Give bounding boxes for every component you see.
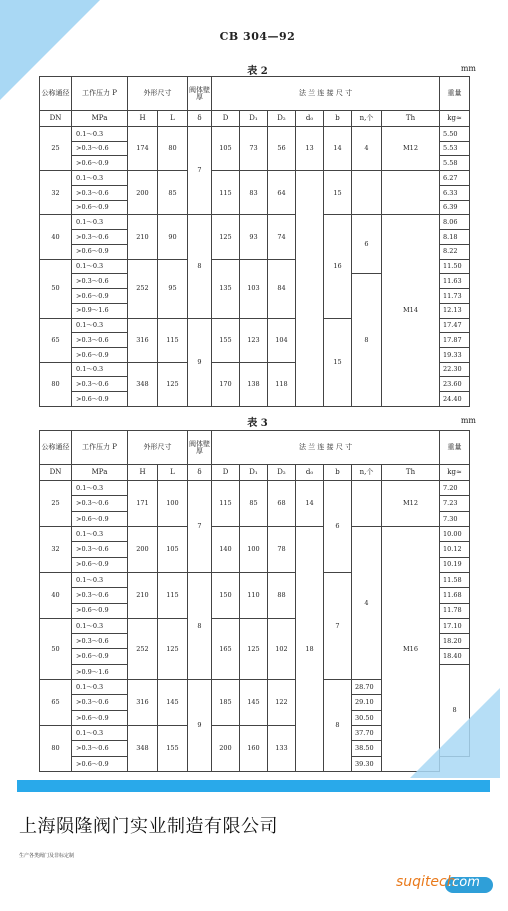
decorative-corner-triangle-bottom — [410, 688, 500, 778]
table-cell: 73 — [240, 127, 268, 171]
table-cell: 18.20 — [440, 634, 470, 649]
table-cell: 348 — [128, 362, 158, 406]
table-cell: 法 兰 连 接 尺 寸 — [212, 431, 440, 465]
table-cell: 155 — [212, 318, 240, 362]
table-row — [40, 215, 470, 230]
table-cell: >0.6～0.9 — [72, 603, 128, 618]
table-cell: 8.22 — [440, 244, 470, 259]
table-cell: 123 — [240, 318, 268, 362]
table-cell: 11.63 — [440, 274, 470, 289]
table-row — [40, 127, 470, 142]
table-cell: 29.10 — [352, 695, 382, 710]
table-cell: 25 — [40, 481, 72, 527]
table-cell: >0.3～0.6 — [72, 274, 128, 289]
table-cell: 阀体壁厚 — [188, 77, 212, 111]
table-cell: 171 — [128, 481, 158, 527]
table-cell: 100 — [240, 526, 268, 572]
table-cell: 9 — [188, 680, 212, 772]
table-row — [40, 481, 470, 496]
table-cell: 4 — [352, 127, 382, 171]
table-cell: 32 — [40, 171, 72, 215]
table-cell: 18.40 — [440, 649, 470, 664]
table-cell: 37.70 — [352, 726, 382, 741]
table-cell: 8.18 — [440, 230, 470, 245]
table-cell: 工作压力 P — [72, 77, 128, 111]
table-cell: >0.6～0.9 — [72, 511, 128, 526]
table2 — [39, 76, 470, 407]
table-cell: 145 — [240, 680, 268, 726]
table-cell: 11.50 — [440, 259, 470, 274]
table-cell: 6.33 — [440, 185, 470, 200]
table-cell: 160 — [240, 726, 268, 772]
table-cell: 11.78 — [440, 603, 470, 618]
table-cell: 100 — [158, 481, 188, 527]
table-cell: 110 — [240, 572, 268, 618]
table3 — [39, 430, 470, 772]
table-cell: 8.06 — [440, 215, 470, 230]
table-cell: 阀体壁厚 — [188, 431, 212, 465]
table-cell: 9 — [188, 318, 212, 406]
table-cell: 65 — [40, 318, 72, 362]
table-cell: 0.1～0.3 — [72, 680, 128, 695]
table-cell: 11.73 — [440, 289, 470, 304]
standard-number: CB 304—92 — [219, 30, 296, 43]
table-cell: >0.3～0.6 — [72, 333, 128, 348]
table-cell: 7 — [188, 481, 212, 573]
table-cell: 12.13 — [440, 303, 470, 318]
table-cell: >0.3～0.6 — [72, 496, 128, 511]
table-cell: 185 — [212, 680, 240, 726]
accent-bar — [17, 780, 490, 792]
table-cell: H — [128, 111, 158, 127]
table-cell: >0.9～1.6 — [72, 664, 128, 679]
table-cell: 0.1～0.3 — [72, 362, 128, 377]
table-cell: 103 — [240, 259, 268, 318]
table-cell: D₁ — [240, 111, 268, 127]
table-cell: 11.68 — [440, 588, 470, 603]
table-cell — [382, 171, 440, 215]
table-cell: >0.3～0.6 — [72, 588, 128, 603]
table-cell: 150 — [212, 572, 240, 618]
table-cell: 115 — [158, 572, 188, 618]
table-cell: >0.6～0.9 — [72, 289, 128, 304]
table-cell: >0.3～0.6 — [72, 741, 128, 756]
table-cell: 80 — [40, 726, 72, 772]
table3-label: 表 3 — [247, 418, 268, 429]
table-cell: M14 — [382, 215, 440, 407]
table-cell: M16 — [382, 526, 440, 771]
table-cell: 0.1～0.3 — [72, 481, 128, 496]
table-cell: 公称通径 — [40, 431, 72, 465]
table-cell: 7.30 — [440, 511, 470, 526]
table-cell: >0.6～0.9 — [72, 244, 128, 259]
table-cell: 5.50 — [440, 127, 470, 142]
table-cell: M12 — [382, 481, 440, 527]
company-name: 上海陨隆阀门实业制造有限公司 — [19, 816, 278, 837]
table-row — [40, 526, 470, 541]
table-cell: 0.1～0.3 — [72, 572, 128, 587]
table-cell: n,个 — [352, 111, 382, 127]
table-cell: >0.9～1.6 — [72, 303, 128, 318]
table-cell: 7 — [324, 572, 352, 679]
table-cell: 重量 — [440, 431, 470, 465]
table-cell: >0.6～0.9 — [72, 200, 128, 215]
table-cell: 200 — [128, 526, 158, 572]
table-cell: >0.3～0.6 — [72, 230, 128, 245]
table-cell: 78 — [268, 526, 296, 572]
table-cell: 38.50 — [352, 741, 382, 756]
table-cell: 125 — [212, 215, 240, 259]
table-cell: 重量 — [440, 77, 470, 111]
table-cell: >0.6～0.9 — [72, 348, 128, 363]
table-cell: >0.3～0.6 — [72, 634, 128, 649]
table3-header-row-2 — [40, 465, 470, 481]
table-cell: >0.6～0.9 — [72, 156, 128, 171]
table-cell: 135 — [212, 259, 240, 318]
table-cell: 外形尺寸 — [128, 431, 188, 465]
table-cell: MPa — [72, 111, 128, 127]
scanned-spec-sheet — [29, 18, 486, 780]
table-cell: 18 — [296, 526, 324, 771]
table-cell: 316 — [128, 680, 158, 726]
table-cell: M12 — [382, 127, 440, 171]
table-cell: MPa — [72, 465, 128, 481]
table-cell: 4 — [352, 526, 382, 679]
table-cell: 0.1～0.3 — [72, 171, 128, 186]
table-cell: 0.1～0.3 — [72, 618, 128, 633]
table-cell: 95 — [158, 259, 188, 318]
table-cell: >0.6～0.9 — [72, 557, 128, 572]
table-cell: 252 — [128, 259, 158, 318]
table-cell: 90 — [158, 215, 188, 259]
table-cell: 0.1～0.3 — [72, 259, 128, 274]
table-cell: D₁ — [240, 465, 268, 481]
table-cell: >0.6～0.9 — [72, 756, 128, 771]
table-cell: 40 — [40, 572, 72, 618]
table-cell: 125 — [240, 618, 268, 679]
table-cell: Th — [382, 111, 440, 127]
table-cell: 19.33 — [440, 348, 470, 363]
table-cell: 8 — [440, 664, 470, 756]
table-cell: 200 — [212, 726, 240, 772]
table-cell: 0.1～0.3 — [72, 215, 128, 230]
table-cell: 17.10 — [440, 618, 470, 633]
table-cell: 6 — [324, 481, 352, 573]
table-cell: 22.30 — [440, 362, 470, 377]
table-cell: 170 — [212, 362, 240, 406]
table2-label: 表 2 — [247, 66, 268, 77]
table-cell: 14 — [324, 127, 352, 171]
table-cell: 7 — [188, 127, 212, 215]
table-cell: 5.58 — [440, 156, 470, 171]
table-cell — [352, 481, 382, 527]
table-cell: 8 — [188, 215, 212, 318]
table-cell: 348 — [128, 726, 158, 772]
table-cell: 6.27 — [440, 171, 470, 186]
decorative-corner-triangle — [0, 0, 100, 100]
table-cell: 7.23 — [440, 496, 470, 511]
table-cell: 0.1～0.3 — [72, 526, 128, 541]
table-cell: 56 — [268, 127, 296, 171]
table-cell: DN — [40, 111, 72, 127]
table-cell: 14 — [296, 481, 324, 527]
table-cell: 125 — [158, 618, 188, 679]
logo-main-text: suqitech — [396, 874, 456, 890]
table-cell: 24.40 — [440, 392, 470, 407]
table-cell: 115 — [158, 318, 188, 362]
table-cell: >0.3～0.6 — [72, 377, 128, 392]
table-cell: 155 — [158, 726, 188, 772]
table-cell: 115 — [212, 171, 240, 215]
table-cell: 工作压力 P — [72, 431, 128, 465]
site-logo[interactable] — [396, 874, 496, 894]
table-cell: 174 — [128, 127, 158, 171]
table2-header-row-2 — [40, 111, 470, 127]
table-cell: >0.3～0.6 — [72, 141, 128, 156]
table-cell: 64 — [268, 171, 296, 215]
table-cell: 30.50 — [352, 710, 382, 725]
table-cell: 85 — [240, 481, 268, 527]
table-cell: 210 — [128, 215, 158, 259]
table-cell: DN — [40, 465, 72, 481]
table-cell: n,个 — [352, 465, 382, 481]
table-cell: 74 — [268, 215, 296, 259]
table-cell: 104 — [268, 318, 296, 362]
table-cell: 252 — [128, 618, 158, 679]
table-cell: 28.70 — [352, 680, 382, 695]
table-cell: 10.00 — [440, 526, 470, 541]
table-cell: D — [212, 465, 240, 481]
table-cell: 316 — [128, 318, 158, 362]
table-cell: 122 — [268, 680, 296, 726]
table-cell: 8 — [352, 274, 382, 407]
table-cell: 105 — [212, 127, 240, 171]
table-cell: d₀ — [296, 111, 324, 127]
table-cell: 145 — [158, 680, 188, 726]
table-cell: 50 — [40, 259, 72, 318]
table-cell: 40 — [40, 215, 72, 259]
table-cell: >0.3～0.6 — [72, 695, 128, 710]
table-cell: 80 — [158, 127, 188, 171]
table-cell: 68 — [268, 481, 296, 527]
table3-unit: mm — [460, 416, 476, 425]
table-cell: 83 — [240, 171, 268, 215]
table-cell: 0.1～0.3 — [72, 127, 128, 142]
table-cell: 133 — [268, 726, 296, 772]
table-cell: d₀ — [296, 465, 324, 481]
table-cell: 25 — [40, 127, 72, 171]
table-cell: D — [212, 111, 240, 127]
table3-header-row-1 — [40, 431, 470, 465]
table-cell: >0.6～0.9 — [72, 649, 128, 664]
table-cell: b — [324, 465, 352, 481]
table-cell: 65 — [40, 680, 72, 726]
table-cell: L — [158, 465, 188, 481]
table-cell: 140 — [212, 526, 240, 572]
table-cell: 32 — [40, 526, 72, 572]
table-cell: 200 — [128, 171, 158, 215]
table-cell: 50 — [40, 618, 72, 679]
table-cell: >0.3～0.6 — [72, 542, 128, 557]
table-cell: b — [324, 111, 352, 127]
tagline: 生产各类阀门及非标定制 — [19, 853, 75, 859]
table-cell: 118 — [268, 362, 296, 406]
table-cell — [352, 171, 382, 215]
table-cell: 5.53 — [440, 141, 470, 156]
table-cell: 105 — [158, 526, 188, 572]
table-row — [40, 171, 470, 186]
table-cell: 11.58 — [440, 572, 470, 587]
table-cell: 23.60 — [440, 377, 470, 392]
table-cell: 17.47 — [440, 318, 470, 333]
table-cell: 法 兰 连 接 尺 寸 — [212, 77, 440, 111]
table-cell: 6.39 — [440, 200, 470, 215]
table-cell: 15 — [324, 171, 352, 215]
table-cell: δ — [188, 111, 212, 127]
table-cell — [296, 171, 324, 407]
table-cell: 8 — [188, 572, 212, 679]
table-cell: Th — [382, 465, 440, 481]
logo-suffix-text: .com — [448, 875, 480, 890]
table-cell: 外形尺寸 — [128, 77, 188, 111]
table-cell: 88 — [268, 572, 296, 618]
table2-unit: mm — [460, 64, 476, 73]
table-cell: 10.19 — [440, 557, 470, 572]
table-cell: 85 — [158, 171, 188, 215]
table-cell: 17.87 — [440, 333, 470, 348]
table-cell: 15 — [324, 318, 352, 406]
table-cell: 93 — [240, 215, 268, 259]
table-cell: 0.1～0.3 — [72, 726, 128, 741]
table-cell: 10.12 — [440, 542, 470, 557]
table-cell: 84 — [268, 259, 296, 318]
table-cell: kg≈ — [440, 111, 470, 127]
table-cell: D₂ — [268, 465, 296, 481]
table-cell: 8 — [324, 680, 352, 772]
table-cell: 165 — [212, 618, 240, 679]
table-cell: δ — [188, 465, 212, 481]
table-cell: L — [158, 111, 188, 127]
table-cell: >0.6～0.9 — [72, 710, 128, 725]
table-cell: D₂ — [268, 111, 296, 127]
table-cell: kg≈ — [440, 465, 470, 481]
table-cell: 7.20 — [440, 481, 470, 496]
table-cell: 6 — [352, 215, 382, 274]
table-cell: 102 — [268, 618, 296, 679]
table-cell: >0.3～0.6 — [72, 185, 128, 200]
table-cell: 138 — [240, 362, 268, 406]
table-cell: H — [128, 465, 158, 481]
table-cell: 39.30 — [352, 756, 382, 771]
table-cell: 80 — [40, 362, 72, 406]
table-cell: 16 — [324, 215, 352, 318]
table2-header-row-1 — [40, 77, 470, 111]
table-cell: >0.6～0.9 — [72, 392, 128, 407]
table-cell: 125 — [158, 362, 188, 406]
table-cell: 115 — [212, 481, 240, 527]
table-cell: 13 — [296, 127, 324, 171]
table-cell: 0.1～0.3 — [72, 318, 128, 333]
table-cell: 210 — [128, 572, 158, 618]
table-cell: 公称通径 — [40, 77, 72, 111]
